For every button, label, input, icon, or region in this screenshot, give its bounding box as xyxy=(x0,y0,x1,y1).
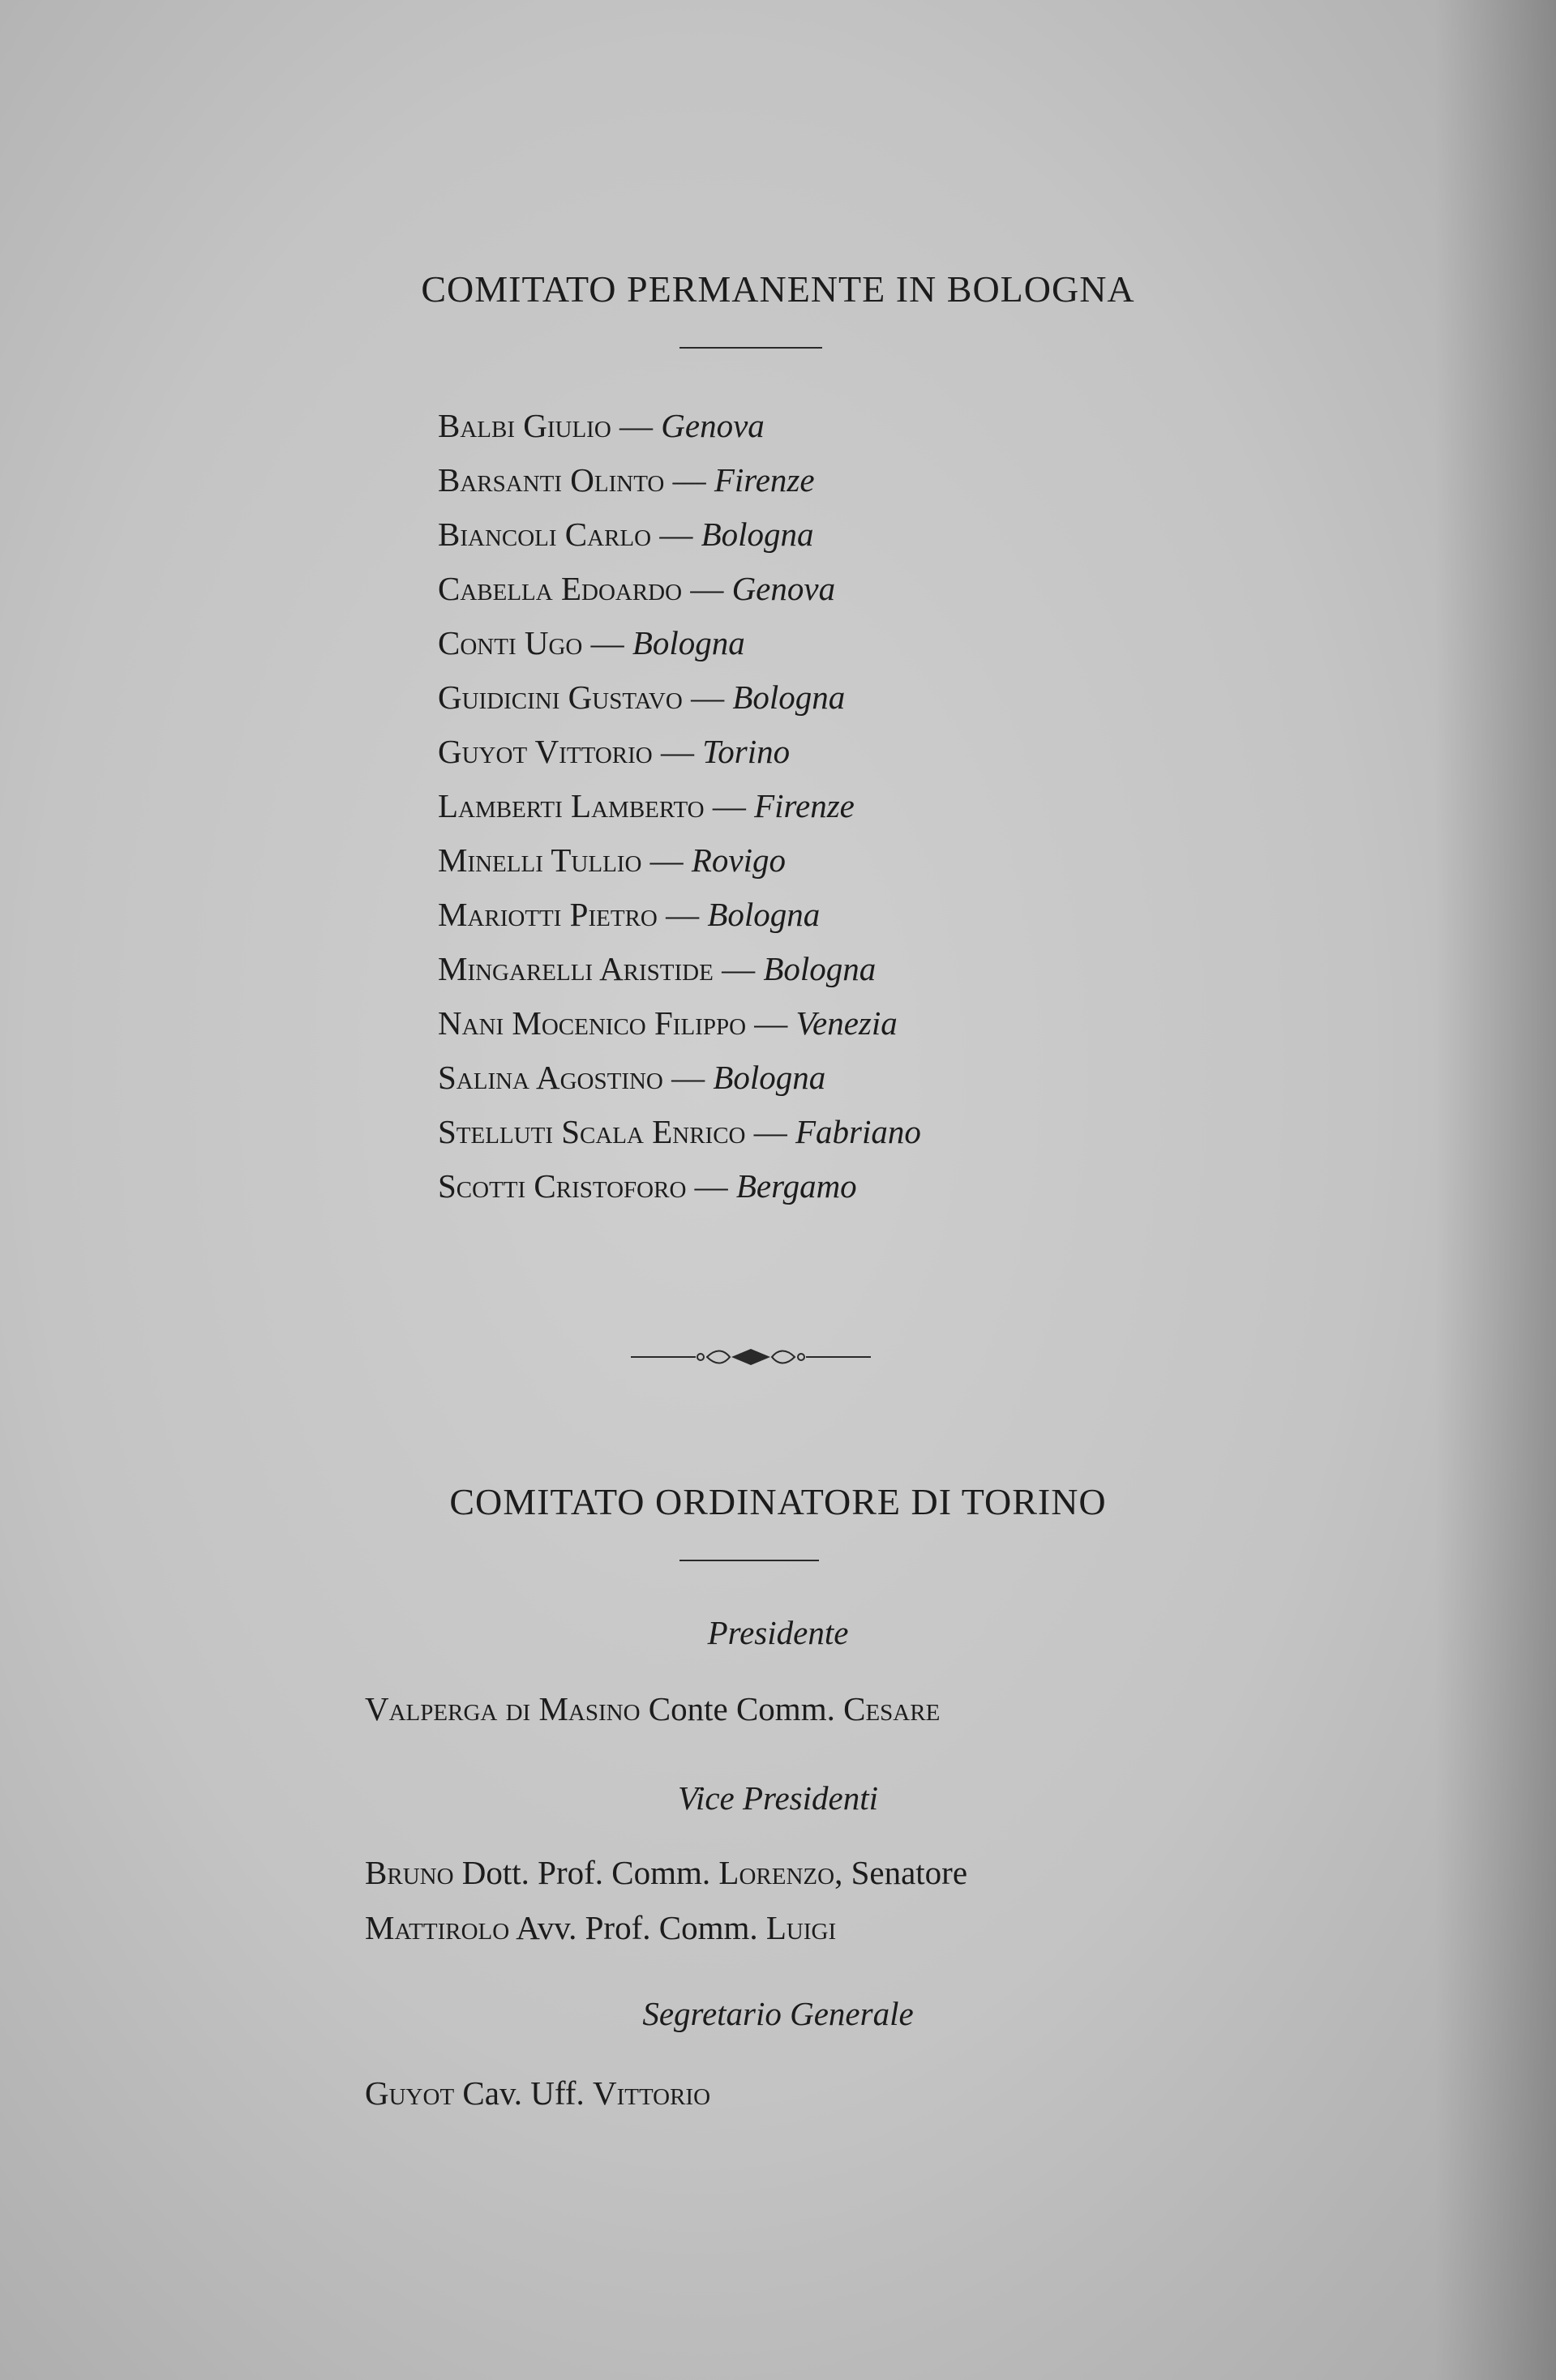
dash-separator: — xyxy=(651,516,701,553)
permanent-committee-title: COMITATO PERMANENTE IN BOLOGNA xyxy=(421,268,1135,310)
dash-separator: — xyxy=(682,570,732,607)
member-name: Minelli Tullio xyxy=(438,841,642,879)
member-city: Fabriano xyxy=(795,1113,921,1150)
list-item xyxy=(438,399,921,453)
member-city: Bologna xyxy=(701,516,814,553)
list-item xyxy=(438,1159,921,1214)
member-name: Stelluti Scala Enrico xyxy=(438,1113,746,1150)
president-name xyxy=(365,1689,940,1728)
list-item xyxy=(438,942,921,996)
member-city: Firenze xyxy=(754,787,855,824)
list-item xyxy=(438,888,921,942)
dash-separator: — xyxy=(662,1059,714,1096)
list-item xyxy=(438,670,921,725)
dash-separator: — xyxy=(745,1113,795,1150)
member-city: Genova xyxy=(731,570,836,607)
member-name: Barsanti Olinto xyxy=(438,461,665,499)
member-name: Conti Ugo xyxy=(438,624,583,661)
member-name: Scotti Cristoforo xyxy=(438,1167,687,1205)
vice1-suffix: , Senatore xyxy=(834,1854,968,1891)
secretary-label: Segretario Generale xyxy=(642,1995,914,2032)
vice1-given-name: Lorenzo xyxy=(718,1854,835,1891)
ornament-divider-icon xyxy=(631,1346,871,1368)
member-city: Rovigo xyxy=(691,841,787,879)
dash-separator: — xyxy=(713,950,764,987)
dash-separator: — xyxy=(611,407,662,444)
list-item xyxy=(438,453,921,507)
dash-separator: — xyxy=(746,1004,796,1042)
list-item xyxy=(438,616,921,670)
member-city: Firenze xyxy=(714,461,815,499)
vice-presidents-label: Vice Presidenti xyxy=(677,1779,879,1817)
list-item xyxy=(438,562,921,616)
dash-separator: — xyxy=(657,896,708,933)
list-item xyxy=(438,725,921,779)
member-city: Bologna xyxy=(707,896,821,933)
title-rule xyxy=(679,347,822,349)
member-name: Lamberti Lamberto xyxy=(438,787,705,824)
dash-separator: — xyxy=(582,624,632,661)
president-given-name: Cesare xyxy=(843,1690,941,1727)
member-city: Venezia xyxy=(795,1004,898,1042)
vice2-title: Avv. Prof. Comm. xyxy=(516,1909,758,1946)
list-item xyxy=(438,1105,921,1159)
dash-separator: — xyxy=(641,841,692,879)
list-item xyxy=(438,833,921,888)
list-item xyxy=(438,779,921,833)
member-city: Bologna xyxy=(713,1059,826,1096)
permanent-member-list xyxy=(438,399,921,1214)
member-name: Mariotti Pietro xyxy=(438,896,658,933)
dash-separator: — xyxy=(686,1167,736,1205)
dash-separator: — xyxy=(704,787,755,824)
vice2-given-name: Luigi xyxy=(765,1909,837,1946)
member-name: Balbi Giulio xyxy=(438,407,611,444)
secretary-given-name: Vittorio xyxy=(592,2074,711,2112)
secretary-name xyxy=(365,2074,710,2112)
secretary-title: Cav. Uff. xyxy=(462,2074,585,2112)
dash-separator: — xyxy=(682,678,733,716)
list-item xyxy=(438,1051,921,1105)
member-name: Mingarelli Aristide xyxy=(438,950,714,987)
member-name: Biancoli Carlo xyxy=(438,516,652,553)
member-name: Guidicini Gustavo xyxy=(438,678,683,716)
list-item xyxy=(438,996,921,1051)
vice1-surname: Bruno xyxy=(365,1854,454,1891)
member-name: Cabella Edoardo xyxy=(438,570,683,607)
member-name: Guyot Vittorio xyxy=(438,733,653,770)
dash-separator: — xyxy=(652,733,703,770)
secretary-surname: Guyot xyxy=(365,2074,455,2112)
vice2-surname: Mattirolo xyxy=(365,1909,510,1946)
list-item xyxy=(438,507,921,562)
member-name: Salina Agostino xyxy=(438,1059,663,1096)
organizing-committee-title: COMITATO ORDINATORE DI TORINO xyxy=(449,1481,1107,1522)
member-city: Torino xyxy=(702,733,791,770)
president-surname: Valperga di Masino xyxy=(365,1690,641,1727)
member-city: Bergamo xyxy=(735,1167,857,1205)
president-label: Presidente xyxy=(707,1614,849,1651)
member-name: Nani Mocenico Filippo xyxy=(438,1004,747,1042)
dash-separator: — xyxy=(664,461,714,499)
title-rule xyxy=(679,1560,819,1561)
member-city: Bologna xyxy=(732,678,846,716)
member-city: Bologna xyxy=(763,950,877,987)
vice1-title: Dott. Prof. Comm. xyxy=(461,1854,711,1891)
president-title: Conte Comm. xyxy=(648,1690,835,1727)
vice-president-2 xyxy=(365,1908,836,1947)
member-city: Bologna xyxy=(632,624,745,661)
vice-president-1 xyxy=(365,1853,967,1892)
member-city: Genova xyxy=(661,407,765,444)
